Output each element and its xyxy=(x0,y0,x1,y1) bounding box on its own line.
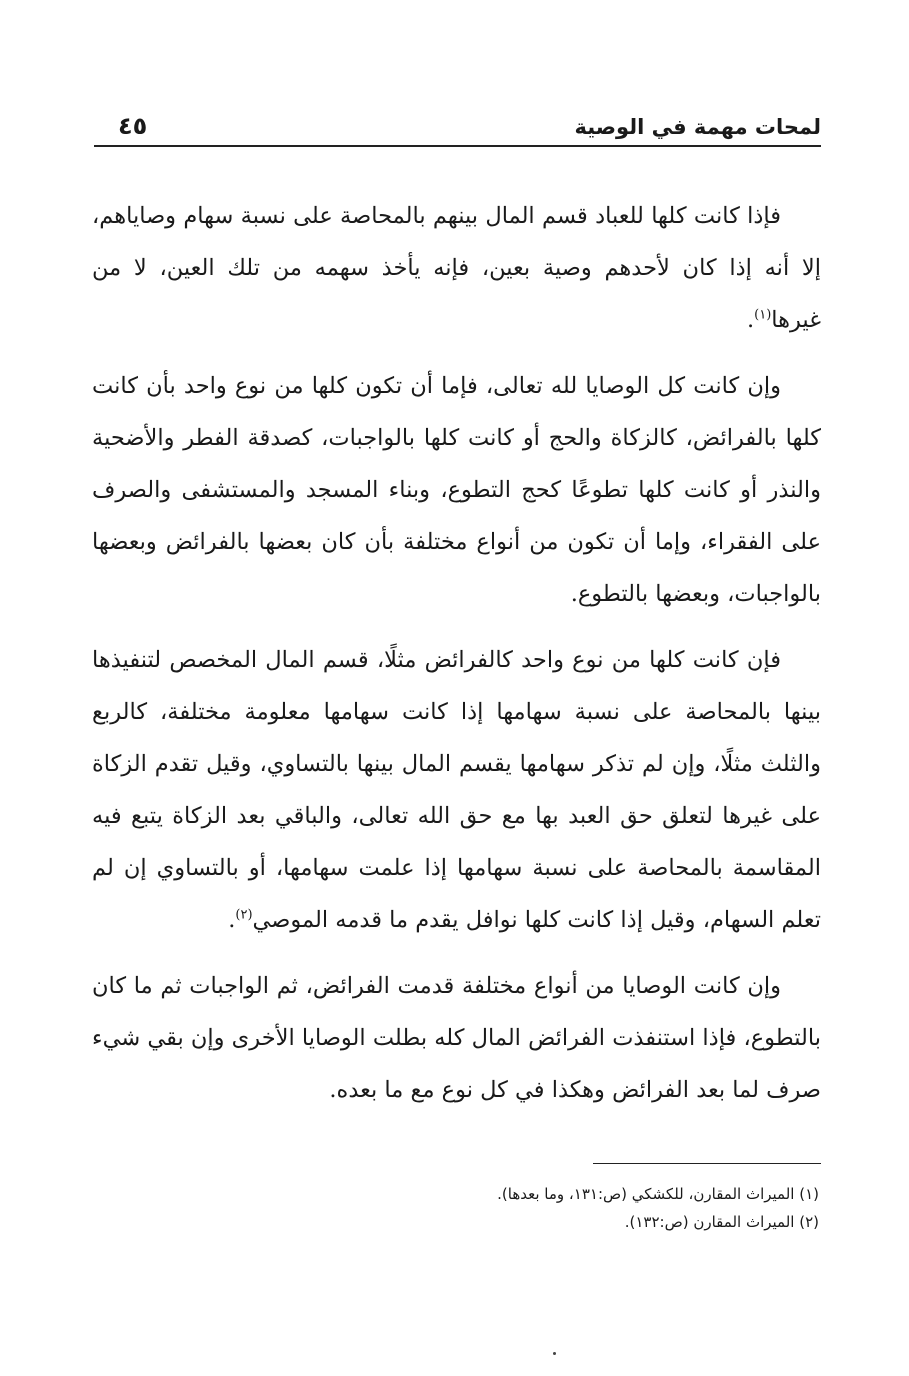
paragraph-3 xyxy=(92,634,821,946)
header-title: لمحات مهمة في الوصية xyxy=(574,115,821,139)
paragraph-1 xyxy=(92,190,821,346)
footnote-ref-1: (١) xyxy=(754,307,772,323)
header-divider xyxy=(94,145,821,147)
paragraph-2: وإن كانت كل الوصايا لله تعالى، فإما أن تكون كلها من نوع واحد بأن كانت كلها بالفرائض، كالزكاة والحج أو كانت كلها بالواجبات، كصدقة الفطر والأضحية والنذر أو كانت كلها تطوعًا كحج التطوع، وبناء المسجد والمستشفى والصرف على الفقراء، وإما أن تكون من أنواع مختلفة بأن كان بعضها بالفرائض وبعضها بالواجبات، وبعضها بالتطوع. xyxy=(92,373,821,607)
paragraph-1-text: فإذا كانت كلها للعباد قسم المال بينهم بالمحاصة على نسبة سهام وصاياهم، إلا أنه إذا كان لأحدهم وصية بعين، فإنه يأخذ سهمه من تلك العين، لا من غيرها xyxy=(92,203,821,333)
paragraph-1-end: . xyxy=(747,307,755,333)
footnotes xyxy=(92,1180,819,1236)
paragraph-3-text: فإن كانت كلها من نوع واحد كالفرائض مثلًا، قسم المال المخصص لتنفيذها بينها بالمحاصة على نسبة سهامها إذا كانت سهامها معلومة مختلفة، كالربع والثلث مثلًا، وإن لم تذكر سهامها يقسم المال بينها بالتساوي، وقيل تقدم الزكاة على غيرها لتعلق حق العبد بها مع حق الله تعالى، والباقي بعد الزكاة يتبع فيه المقاسمة بالمحاصة على نسبة سهامها إذا علمت سهامها، أو بالتساوي إن لم تعلم السهام، وقيل إذا كانت كلها نوافل يقدم ما قدمه الموصي xyxy=(92,647,821,933)
footnote-divider xyxy=(593,1163,821,1164)
footnote-ref-2: (٢) xyxy=(235,907,253,923)
footnote-2: (٢) الميراث المقارن (ص:١٣٢). xyxy=(624,1213,819,1231)
footnote-1: (١) الميراث المقارن، للكشكي (ص:١٣١، وما بعدها). xyxy=(497,1185,819,1203)
page-speck xyxy=(553,1352,556,1355)
paragraph-4: وإن كانت الوصايا من أنواع مختلفة قدمت الفرائض، ثم الواجبات ثم ما كان بالتطوع، فإذا استنفذت الفرائض المال كله بطلت الوصايا الأخرى وإن بقي شيء صرف لما بعد الفرائض وهكذا في كل نوع مع ما بعده. xyxy=(92,973,821,1103)
running-header xyxy=(118,102,821,142)
paragraph-3-end: . xyxy=(228,907,236,933)
page-number: ٤٥ xyxy=(118,112,148,140)
main-text xyxy=(92,190,821,1116)
